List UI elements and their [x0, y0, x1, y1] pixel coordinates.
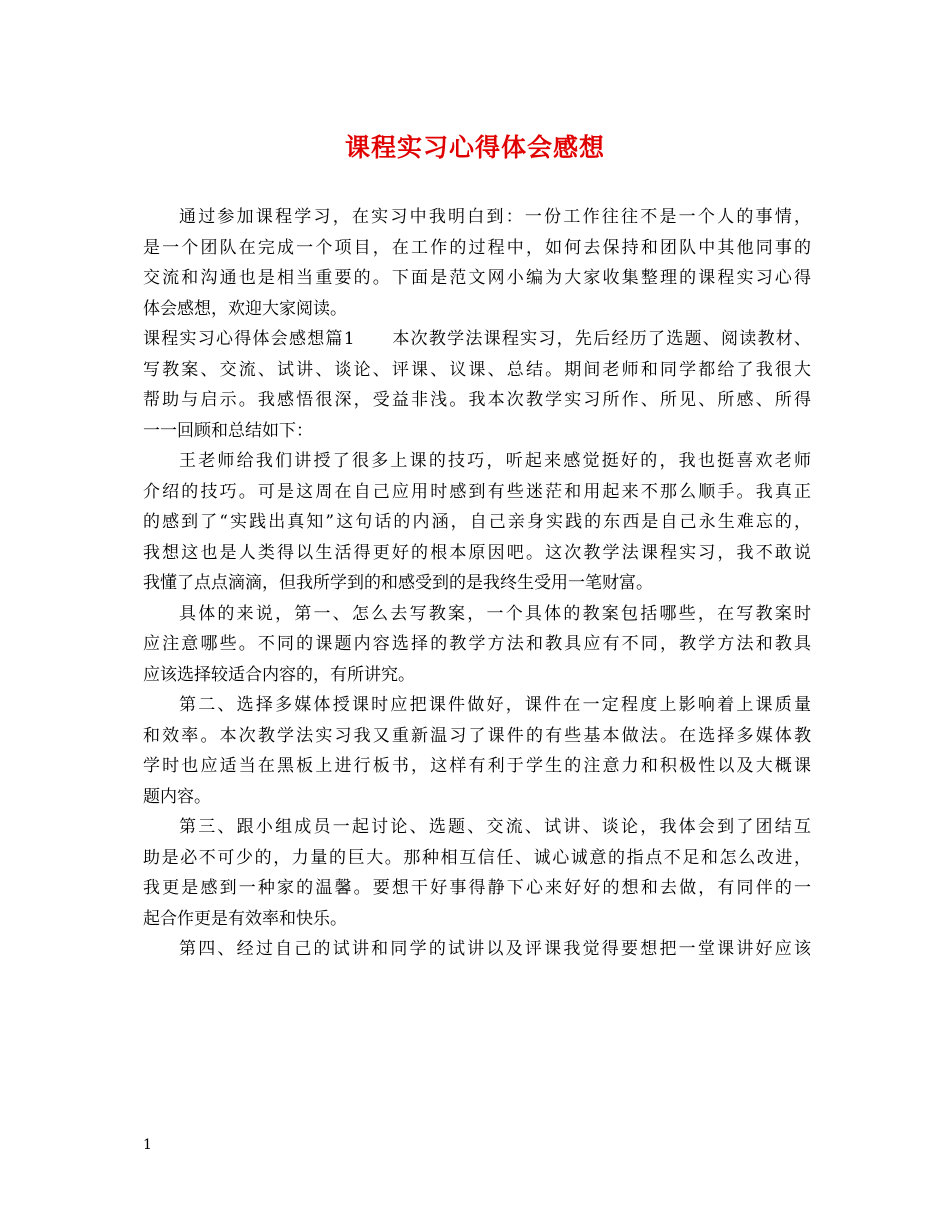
paragraph-2-line-4: 一一回顾和总结如下：	[143, 420, 313, 441]
paragraph-5-line-3: 学时也应适当在黑板上进行板书，这样有利于学生的注意力和积极性以及大概课	[143, 756, 811, 776]
paragraph-6-line-1: 第三、跟小组成员一起讨论、选题、交流、试讲、谈论，我体会到了团结互	[179, 817, 811, 837]
paragraph-7-line-1: 第四、经过自己的试讲和同学的试讲以及评课我觉得要想把一堂课讲好应该	[179, 939, 811, 959]
document-title: 课程实习心得体会感想	[344, 133, 605, 162]
paragraph-3-line-5: 我懂了点点滴滴，但我所学到的和感受到的是我终生受用一笔财富。	[143, 573, 653, 593]
paragraph-2-line-1: 课程实习心得体会感想篇1 本次教学法课程实习，先后经历了选题、阅读教材、	[143, 329, 811, 349]
paragraph-6-line-4: 起合作更是有效率和快乐。	[143, 908, 347, 929]
paragraph-6-line-3: 我更是感到一种家的温馨。要想干好事得静下心来好好的想和去做，有同伴的一	[143, 878, 811, 898]
paragraph-3-line-4: 我想这也是人类得以生活得更好的根本原因吧。这次教学法课程实习，我不敢说	[143, 542, 811, 563]
page-number: 1	[143, 1137, 152, 1153]
paragraph-1-line-3: 交流和沟通也是相当重要的。下面是范文网小编为大家收集整理的课程实习心得	[143, 268, 811, 288]
paragraph-1-line-2: 是一个团队在完成一个项目，在工作的过程中，如何去保持和团队中其他同事的	[143, 237, 811, 258]
paragraph-1-line-1: 通过参加课程学习，在实习中我明白到：一份工作往往不是一个人的事情，	[179, 207, 811, 227]
paragraph-1-line-4: 体会感想，欢迎大家阅读。	[143, 298, 347, 319]
paragraph-3-line-3: 的感到了“实践出真知”这句话的内涵，自己亲身实践的东西是自己永生难忘的，	[143, 512, 811, 532]
paragraph-3-line-2: 介绍的技巧。可是这周在自己应用时感到有些迷茫和用起来不那么顺手。我真正	[143, 481, 811, 502]
paragraph-4-line-1: 具体的来说，第一、怎么去写教案，一个具体的教案包括哪些，在写教案时	[179, 603, 811, 624]
paragraph-2-line-2: 写教案、交流、试讲、谈论、评课、议课、总结。期间老师和同学都给了我很大	[143, 359, 811, 380]
paragraph-6-line-2: 助是必不可少的，力量的巨大。那种相互信任、诚心诚意的指点不足和怎么改进，	[143, 847, 811, 868]
paragraph-5-line-2: 和效率。本次教学法实习我又重新温习了课件的有些基本做法。在选择多媒体教	[143, 725, 811, 746]
paragraph-2-line-3: 帮助与启示。我感悟很深，受益非浅。我本次教学实习所作、所见、所感、所得	[143, 390, 811, 410]
paragraph-4-line-2: 应注意哪些。不同的课题内容选择的教学方法和教具应有不同，教学方法和教具	[143, 634, 811, 654]
paragraph-3-line-1: 王老师给我们讲授了很多上课的技巧，听起来感觉挺好的，我也挺喜欢老师	[179, 451, 811, 471]
paragraph-5-line-4: 题内容。	[143, 786, 211, 807]
document-body	[143, 202, 811, 965]
paragraph-4-line-3: 应该选择较适合内容的，有所讲究。	[143, 664, 415, 685]
paragraph-5-line-1: 第二、选择多媒体授课时应把课件做好，课件在一定程度上影响着上课质量	[179, 695, 811, 715]
